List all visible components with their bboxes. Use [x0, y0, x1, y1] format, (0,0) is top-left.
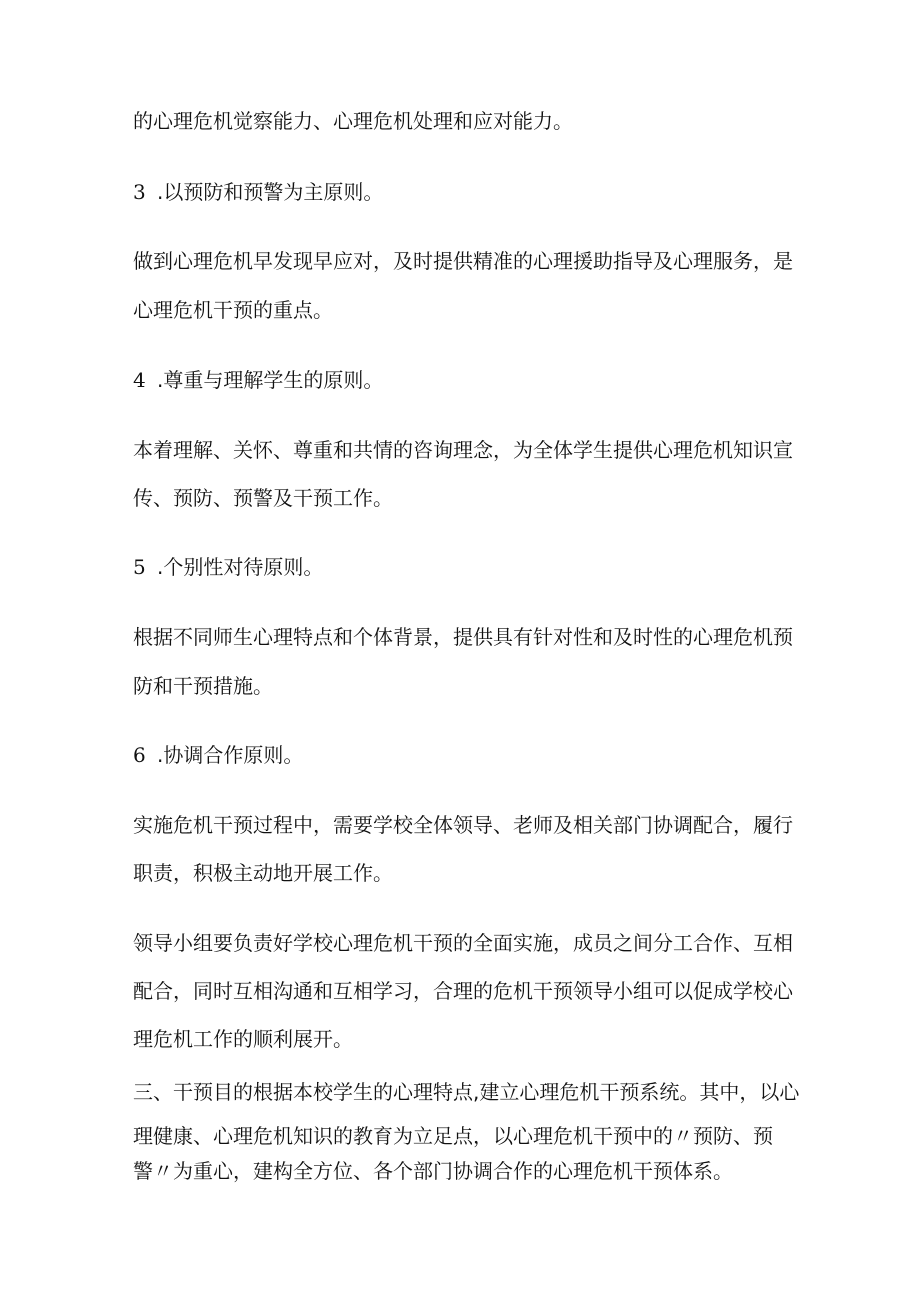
- body-line: 做到心理危机早发现早应对，及时提供精准的心理援助指导及心理服务，是: [133, 249, 793, 273]
- section-heading-5: [133, 553, 323, 581]
- body-line: 的心理危机觉察能力、心理危机处理和应对能力。: [133, 109, 573, 133]
- body-line: 根据不同师生心理特点和个体背景，提供具有针对性和及时性的心理危机预: [133, 625, 793, 649]
- body-line: 防和干预措施。: [133, 674, 273, 698]
- section-heading-3: [133, 178, 383, 206]
- heading-text: .以预防和预警为主原则。: [157, 180, 384, 204]
- heading-number: 6: [133, 743, 146, 767]
- body-line: 领导小组要负责好学校心理危机干预的全面实施，成员之间分工合作、互相: [133, 931, 793, 955]
- heading-text: .尊重与理解学生的原则。: [157, 368, 384, 392]
- section-heading-4: [133, 366, 383, 394]
- body-line: 本着理解、关怀、尊重和共情的咨询理念，为全体学生提供心理危机知识宣: [133, 438, 793, 462]
- heading-number: 4: [133, 368, 146, 392]
- section-heading-6: [133, 741, 303, 769]
- body-line: 传、预防、预警及干预工作。: [133, 486, 393, 510]
- heading-number: 5: [133, 555, 146, 579]
- body-line: 实施危机干预过程中，需要学校全体领导、老师及相关部门协调配合，履行: [133, 813, 793, 837]
- body-line: 理危机工作的顺利展开。: [133, 1027, 353, 1051]
- heading-number: 3: [133, 180, 146, 204]
- body-line: 职责，积极主动地开展工作。: [133, 861, 393, 885]
- body-line: 警〃为重心，建构全方位、各个部门协调合作的心理危机干预体系。: [133, 1159, 733, 1183]
- body-line: 三、干预目的根据本校学生的心理特点,建立心理危机干预系统。其中，以心: [133, 1080, 800, 1104]
- heading-text: .协调合作原则。: [157, 743, 304, 767]
- body-line: 配合，同时互相沟通和互相学习，合理的危机干预领导小组可以促成学校心: [133, 979, 793, 1003]
- heading-text: .个别性对待原则。: [157, 555, 324, 579]
- body-line: 理健康、心理危机知识的教育为立足点，以心理危机干预中的〃预防、预: [133, 1124, 773, 1148]
- body-line: 心理危机干预的重点。: [133, 298, 333, 322]
